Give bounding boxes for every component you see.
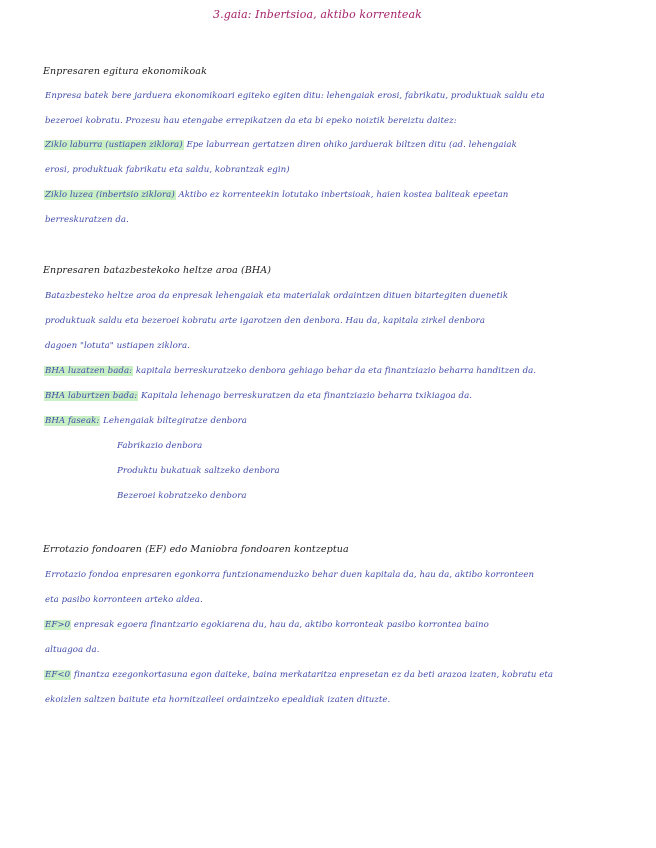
section-heading-economic-structure: Enpresaren egitura ekonomikoak bbox=[43, 66, 207, 77]
paragraph-line: altuagoa da. bbox=[45, 645, 100, 655]
highlighted-term: EF>0 bbox=[45, 620, 71, 630]
line-text: Epe laburrean gertatzen diren ohiko jarduerak biltzen ditu (ad. lehengaiak bbox=[186, 140, 517, 150]
section-heading-working-capital: Errotazio fondoaren (EF) edo Maniobra fondoaren kontzeptua bbox=[43, 544, 349, 555]
paragraph-line: Errotazio fondoa enpresaren egonkorra funtzionamenduzko behar duen kapitala da, hau da, aktibo korronteen bbox=[45, 570, 535, 580]
paragraph-line-highlighted bbox=[44, 416, 247, 426]
line-text: Lehengaiak biltegiratze denbora bbox=[103, 416, 247, 426]
highlighted-term: BHA laburtzen bada: bbox=[45, 391, 138, 401]
paragraph-line: ekoizlen saltzen baitute eta hornitzaileei ordaintzeko epealdiak izaten dituzte. bbox=[45, 695, 391, 705]
section-heading-bha: Enpresaren batazbestekoko heltze aroa (BHA) bbox=[43, 265, 272, 276]
paragraph-line: Enpresa batek bere jarduera ekonomikoari egiteko egiten ditu: lehengaiak erosi, fabrikatu, produktuak saldu eta bbox=[45, 91, 545, 101]
paragraph-line-highlighted bbox=[44, 620, 489, 630]
highlighted-term: Ziklo luzea (inbertsio ziklora) bbox=[45, 190, 175, 200]
paragraph-line: berreskuratzen da. bbox=[45, 215, 129, 225]
line-text: Kapitala lehenago berreskuratzen da eta finantziazio beharra txikiagoa da. bbox=[141, 391, 473, 401]
highlighted-term: EF<0 bbox=[45, 670, 71, 680]
line-text: enpresak egoera finantzario egokiarena du, hau da, aktibo korronteak pasibo korrontea baino bbox=[73, 620, 489, 630]
paragraph-line-highlighted bbox=[44, 670, 553, 680]
paragraph-line-highlighted bbox=[44, 190, 508, 200]
list-item: Produktu bukatuak saltzeko denbora bbox=[117, 466, 280, 476]
highlighted-term: BHA luzatzen bada: bbox=[45, 366, 133, 376]
paragraph-line: produktuak saldu eta bezeroei kobratu arte igarotzen den denbora. Hau da, kapitala zirkel denbora bbox=[45, 316, 486, 326]
line-text: kapitala berreskuratzeko denbora gehiago behar da eta finantziazio beharra handitzen da. bbox=[135, 366, 537, 376]
page-title: 3.gaia: Inbertsioa, aktibo korrenteak bbox=[213, 8, 422, 21]
paragraph-line: erosi, produktuak fabrikatu eta saldu, kobrantzak egin) bbox=[45, 165, 290, 175]
line-text: Aktibo ez korrenteekin lotutako inbertsioak, haien kostea baliteak epeetan bbox=[178, 190, 509, 200]
highlighted-term: BHA faseak: bbox=[45, 416, 100, 426]
paragraph-line: eta pasibo korronteen arteko aldea. bbox=[45, 595, 203, 605]
paragraph-line-highlighted bbox=[44, 391, 472, 401]
paragraph-line: Batazbesteko heltze aroa da enpresak lehengaiak eta materialak ordaintzen dituen bitartegiten duenetik bbox=[45, 291, 509, 301]
paragraph-line: bezeroei kobratu. Prozesu hau etengabe errepikatzen da eta bi epeko noiztik bereiztu daitez: bbox=[45, 116, 457, 126]
list-item: Fabrikazio denbora bbox=[117, 441, 203, 451]
paragraph-line-highlighted bbox=[44, 140, 517, 150]
paragraph-line: dagoen "lotuta" ustiapen ziklora. bbox=[45, 341, 190, 351]
highlighted-term: Ziklo laburra (ustiapen ziklora) bbox=[45, 140, 183, 150]
list-item: Bezeroei kobratzeko denbora bbox=[117, 491, 247, 501]
line-text: finantza ezegonkortasuna egon daiteke, baina merkataritza enpresetan ez da beti arazoa izaten, kobratu eta bbox=[73, 670, 554, 680]
paragraph-line-highlighted bbox=[44, 366, 536, 376]
